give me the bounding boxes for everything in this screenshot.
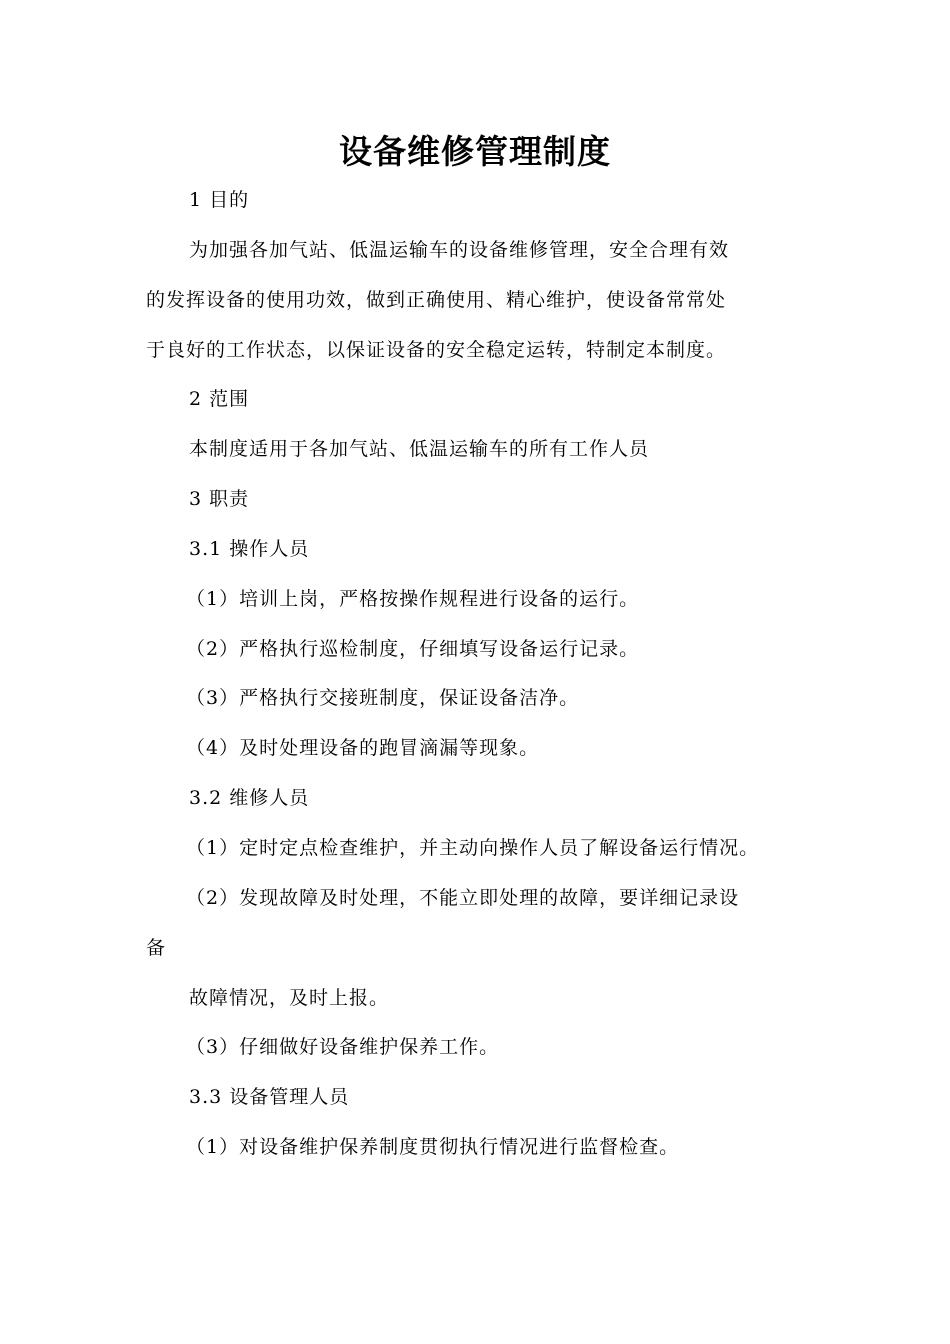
list-item-continuation: 备 bbox=[146, 937, 167, 959]
section-heading-scope: 2 范围 bbox=[189, 388, 250, 410]
list-item-continuation: 故障情况，及时上报。 bbox=[189, 987, 390, 1009]
list-item: （1）培训上岗，严格按操作规程进行设备的运行。 bbox=[186, 588, 640, 610]
list-item: （2）发现故障及时处理，不能立即处理的故障，要详细记录设 bbox=[186, 887, 740, 909]
list-item: （1）对设备维护保养制度贯彻执行情况进行监督检查。 bbox=[186, 1136, 680, 1158]
paragraph-line: 的发挥设备的使用功效，做到正确使用、精心维护，使设备常常处 bbox=[146, 289, 727, 311]
list-item: （1）定时定点检查维护，并主动向操作人员了解设备运行情况。 bbox=[186, 837, 760, 859]
section-heading-duties: 3 职责 bbox=[189, 488, 250, 510]
section-heading-purpose: 1 目的 bbox=[189, 189, 250, 211]
list-item: （2）严格执行巡检制度，仔细填写设备运行记录。 bbox=[186, 638, 640, 660]
subsection-heading: 3.3 设备管理人员 bbox=[189, 1086, 350, 1108]
list-item: （3）仔细做好设备维护保养工作。 bbox=[186, 1036, 500, 1058]
subsection-heading: 3.2 维修人员 bbox=[189, 787, 310, 809]
list-item: （4）及时处理设备的跑冒滴漏等现象。 bbox=[186, 737, 540, 759]
subsection-heading: 3.1 操作人员 bbox=[189, 538, 310, 560]
paragraph-line: 本制度适用于各加气站、低温运输车的所有工作人员 bbox=[189, 438, 650, 460]
list-item: （3）严格执行交接班制度，保证设备洁净。 bbox=[186, 687, 580, 709]
document-title: 设备维修管理制度 bbox=[339, 132, 611, 171]
paragraph-line: 为加强各加气站、低温运输车的设备维修管理，安全合理有效 bbox=[189, 239, 730, 261]
paragraph-line: 于良好的工作状态，以保证设备的安全稳定运转，特制定本制度。 bbox=[146, 339, 727, 361]
